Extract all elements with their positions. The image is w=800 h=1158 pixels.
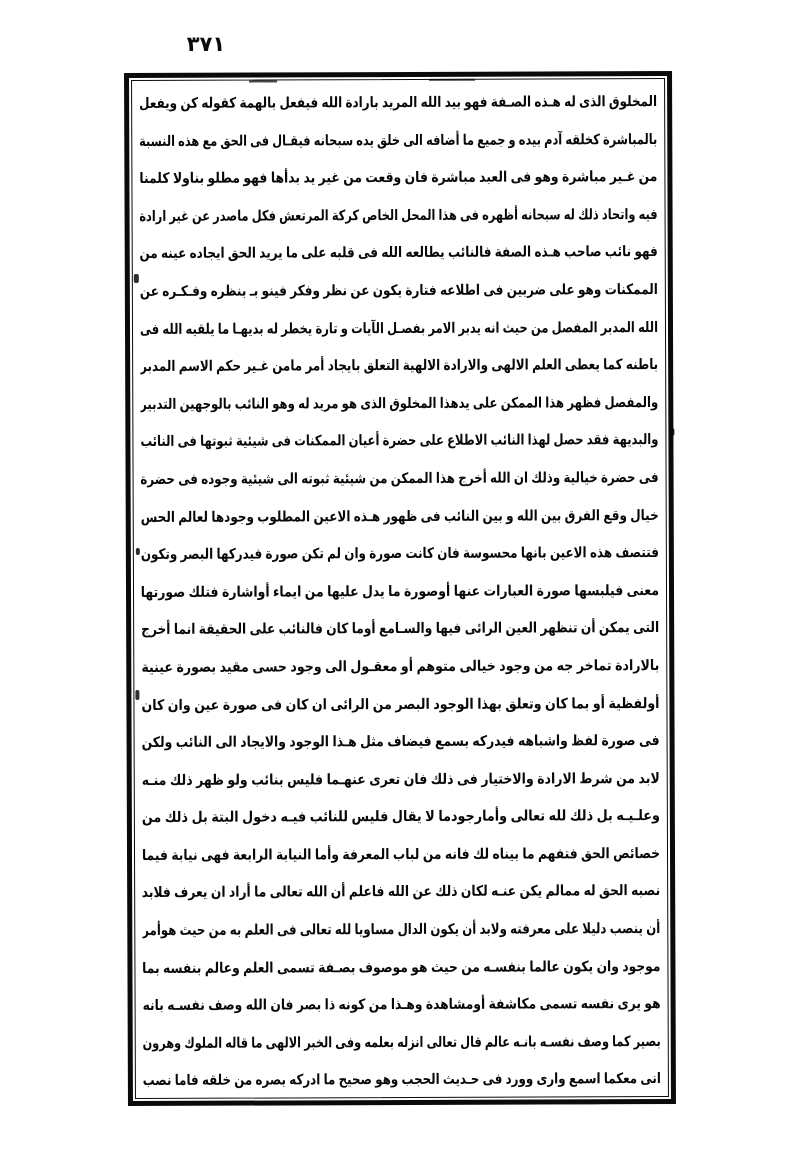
body-text-line bbox=[142, 798, 660, 838]
body-text-line bbox=[140, 422, 658, 462]
body-text-line-content: التى يمكن أن تنظهر العين الرائى فيها والسـامع أوما كان فالنائب على الحقيقة انما أخرج bbox=[141, 620, 660, 639]
body-text-line-content: فى صورة لفظ واشباهه فيدركه بسمع فيضاف مثل هـذا الوجود والايجاد الى النائب ولكن bbox=[141, 733, 660, 752]
body-text-line-content: باطنه كما يعطى العلم الالهى والارادة الالهية التعلق بايجاد أمر مامن غـير حكم الاسم المدبر bbox=[140, 357, 659, 376]
body-text-line-content: نصبه الحق له ممالم يكن عنـه لكان ذلك عن الله فاعلم أن الله تعالى ما أراد ان يعرف فلابد bbox=[142, 883, 661, 902]
body-text-line bbox=[142, 836, 660, 876]
folio-page-number: ٣٧١ bbox=[186, 32, 226, 56]
body-text-line bbox=[141, 498, 659, 538]
body-text-line-content: فيه واتحاد ذلك له سبحانه أظهره فى هذا المحل الخاص كركة المرتعش فكل ماصدر عن غير ارادة bbox=[139, 206, 658, 225]
plate-speck bbox=[429, 79, 475, 81]
body-text-line bbox=[140, 385, 658, 425]
body-text-line-content: من غـير مباشرة وهو فى العبد مباشرة فان وقعت من غير يد بدأها فهو مطلو بناولا كلمنا bbox=[139, 169, 658, 188]
body-text-line-content: والمفصل فظهر هذا الممكن على يدهذا المخلوق الذى هو مريد له وهو النائب بالوجهين التدبير bbox=[140, 394, 659, 413]
body-text-line bbox=[142, 873, 660, 913]
body-text-line bbox=[142, 911, 660, 951]
body-text-line bbox=[140, 234, 658, 274]
body-text-line-content: أولفظية أو بما كان وتعلق بهذا الوجود البصر من الرائى ان كان فى صورة عين وان كان bbox=[141, 695, 660, 714]
body-text-line-content: خصائص الحق فتفهم ما بيناه لك فانه من لباب المعرفة وأما النيابة الرابعة فهى نيابة فيما bbox=[141, 845, 661, 864]
body-text-line-content: بالارادة تماخر جه من وجود خيالى متوهم أو معقـول الى وجود حسى مقيد بصورة عينية bbox=[141, 657, 660, 676]
body-text-line-content: فتتصف هذه الاعين بانها محسوسة فان كانت صورة وان لم تكن صورة فيدركها البصر وتكون bbox=[140, 545, 659, 564]
plate-speck bbox=[249, 80, 277, 82]
body-text-line-content: خيال وقع الفرق بين الله و بين النائب فى ظهور هـذه الاعين المطلوب وجودها لعالم الحس bbox=[140, 507, 659, 526]
body-text-line bbox=[140, 197, 658, 237]
plate-speck bbox=[563, 1102, 599, 1104]
body-text-line bbox=[141, 460, 659, 500]
ink-blot bbox=[134, 274, 139, 283]
body-text-line-content: والبديهة فقد حصل لهذا النائب الاطلاع على حضرة أعيان الممكنات فى شيئية ثبوتها فى النائب bbox=[140, 432, 659, 451]
body-text-line bbox=[143, 1024, 661, 1064]
body-text-line bbox=[142, 761, 660, 801]
body-text-line-content: الله المدبر المفصل من حيث انه يدبر الامر بفصـل الآيات و تارة يخطر له بديهـا ما يلقيه الله فى bbox=[139, 319, 659, 338]
body-text-line bbox=[139, 159, 657, 199]
body-text-line bbox=[143, 986, 661, 1026]
body-text-line-content: فى حضرة خيالية وذلك ان الله أخرج هذا الممكن من شيئية ثبوته الى شيئية وجوده فى حضرة bbox=[140, 469, 659, 488]
text-block-frame bbox=[124, 71, 676, 1106]
body-text-line bbox=[142, 723, 660, 763]
body-text-line bbox=[140, 310, 658, 350]
body-text-line bbox=[140, 272, 658, 312]
body-text-line bbox=[139, 84, 657, 124]
body-text-line-content: معنى فيلبسها صورة العبارات عنها أوصورة ما يدل عليها من ايماء أواشارة فتلك صورتها bbox=[140, 582, 660, 601]
body-text-line bbox=[141, 648, 659, 688]
body-text-line-content: بصير كما وصف نفسـه بانـه عالم قال تعالى انزله بعلمه وفى الخبر الالهى ما قاله الملوك وهرون bbox=[142, 1033, 661, 1052]
body-text-line bbox=[141, 686, 659, 726]
body-text-line bbox=[140, 347, 658, 387]
ink-blot bbox=[670, 428, 674, 436]
body-text-line-content: موجود وان يكون عالما بنفسـه من حيث هو موصوف بصـفة تسمى العلم وعالم بنفسه بما bbox=[142, 958, 661, 977]
body-text-line bbox=[141, 610, 659, 650]
body-text-line bbox=[141, 573, 659, 613]
body-text-line-content: لابد من شرط الارادة والاختيار فى ذلك فان تعرى عنهـما فليس بنائب ولو ظهر ذلك منـه bbox=[141, 770, 660, 789]
body-text-line-content: أن ينصب دليلا على معرفته ولابد أن يكون الدال مساويا لله تعالى فى العلم به من حيث هوأمر bbox=[142, 921, 661, 940]
body-text-line-content: الممكنات وهو على ضربين فى اطلاعه فتارة يكون عن نظر وفكر فينو بـ بنظره وفـكـره عن bbox=[139, 281, 658, 300]
body-text-line-content: فهو نائب صاحب هـذه الصفة فالنائب يطالعه الله فى قلبه على ما يريد الحق ايجاده عينه من bbox=[139, 244, 658, 263]
body-text-line bbox=[139, 122, 657, 162]
body-text-column bbox=[139, 84, 661, 1093]
ink-blot bbox=[136, 548, 140, 555]
body-text-line bbox=[141, 535, 659, 575]
body-text-line-content: هو يرى نفسه تسمى مكاشفة أومشاهدة وهـذا من كونه ذا بصر فان الله وصف نفسـه بانه bbox=[142, 996, 661, 1015]
body-text-line-content: بالمباشرة كخلقه آدم بيده و جميع ما أضافه الى خلق يده سبحانه فيقـال فى الحق مع هذه النسبة bbox=[139, 131, 658, 150]
ink-blot bbox=[135, 690, 139, 700]
body-text-line-content: وعلـيـه بل ذلك لله تعالى وأمارجودما لا يقال فليس للنائب فيـه دخول البتة بل ذلك من bbox=[141, 808, 660, 827]
body-text-line bbox=[142, 949, 660, 989]
body-text-line bbox=[143, 1061, 661, 1093]
body-text-line-content: المخلوق الذى له هـذه الصـفة فهو بيد الله المريد بارادة الله فيفعل بالهمة كقوله كن ويفعل bbox=[139, 94, 658, 112]
body-text-line-content: انى معكما اسمع وارى وورد فى حـديث الحجب وهو صحيح ما ادركه بصره من خلقه فاما نصب bbox=[142, 1071, 661, 1090]
